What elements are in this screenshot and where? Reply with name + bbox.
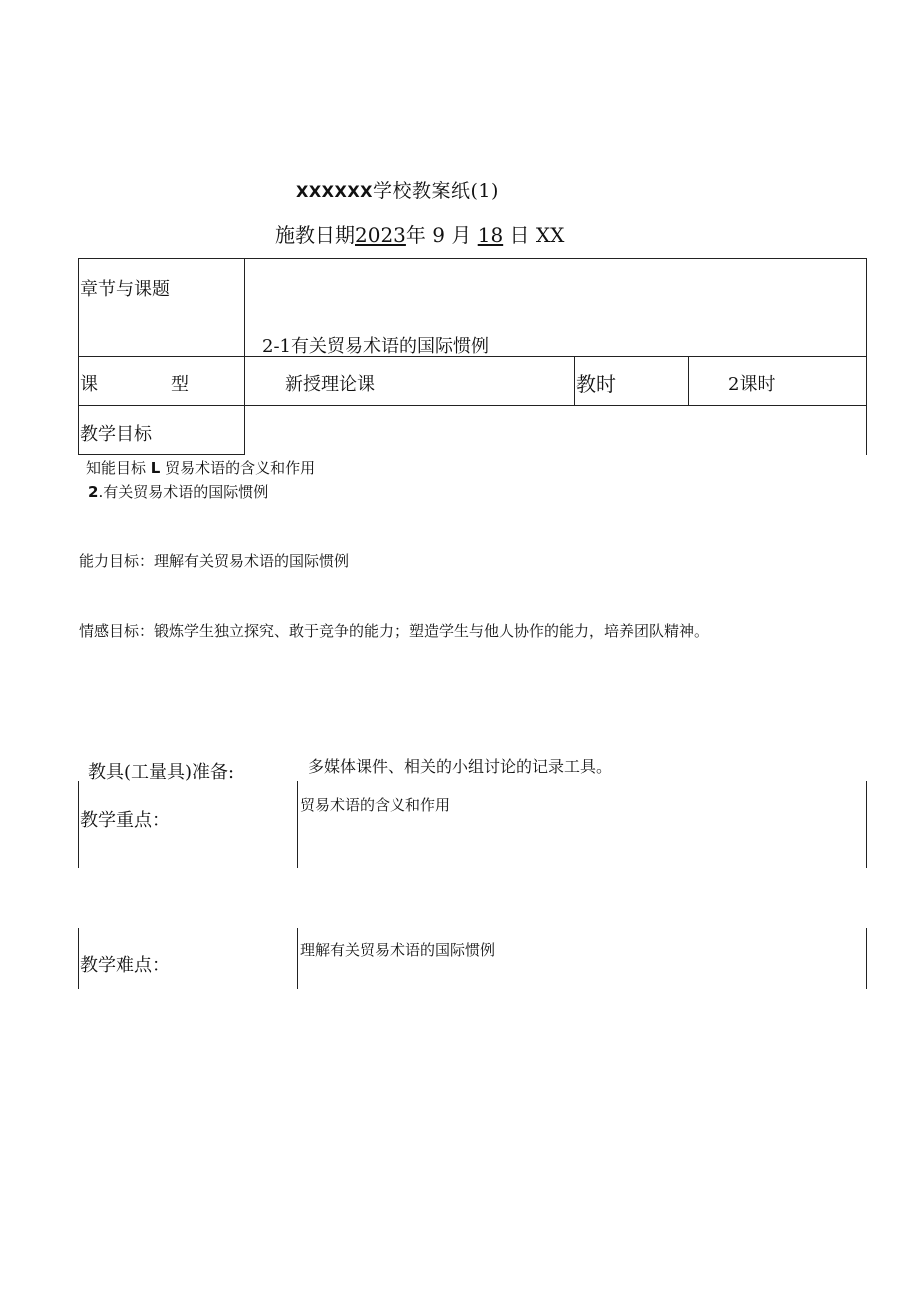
difficulties-divider [297, 928, 298, 989]
chapter-label: 章节与课题 [80, 279, 170, 300]
difficulties-value: 理解有关贸易术语的国际惯例 [300, 941, 496, 959]
ability-goal: 能力目标：理解有关贸易术语的国际惯例 [79, 552, 350, 570]
lesson-type-label-part2: 型 [171, 374, 189, 395]
date-year: 2023 [355, 223, 406, 247]
date-month-unit: 月 [451, 223, 472, 247]
table-border-left [78, 258, 79, 455]
table-border-bottom-left [78, 454, 244, 455]
knowledge-goal-item-2-number: 2 [88, 483, 99, 501]
teaching-tools-value: 多媒体课件、相关的小组讨论的记录工具。 [308, 757, 613, 776]
knowledge-goal-item-2: .有关贸易术语的国际惯例 [98, 483, 269, 501]
teaching-tools-label: 教具(工量具)准备: [88, 762, 235, 783]
date-trailer: XX [535, 223, 565, 247]
difficulties-border-right [866, 928, 867, 989]
knowledge-goal-marker: L [150, 459, 161, 477]
lesson-type-label-part1: 课 [80, 374, 98, 395]
knowledge-goal-line-1 [86, 457, 315, 478]
knowledge-goal-line-2 [88, 481, 268, 502]
date-year-unit: 年 [405, 223, 426, 247]
teaching-date-line [275, 219, 564, 248]
table-col-divider-2 [574, 356, 575, 405]
key-points-label: 教学重点： [80, 810, 170, 831]
date-day: 18 [477, 223, 504, 247]
table-border-right [866, 258, 867, 455]
table-col-divider-3 [688, 356, 689, 405]
chapter-value: 2-1有关贸易术语的国际惯例 [262, 336, 489, 357]
date-month: 9 [432, 223, 445, 247]
hours-label: 教时 [576, 372, 616, 396]
key-points-border-left [78, 781, 79, 868]
teaching-goals-label: 教学目标 [80, 424, 152, 445]
key-points-value: 贸易术语的含义和作用 [300, 796, 451, 814]
school-name-placeholder: XXXXXX [296, 182, 374, 201]
difficulties-border-left [78, 928, 79, 989]
table-col-divider-1 [244, 258, 245, 455]
key-points-divider [297, 781, 298, 868]
key-points-border-right [866, 781, 867, 868]
knowledge-goal-prefix: 知能目标 [86, 459, 147, 477]
title-suffix: 学校教案纸(1) [373, 180, 499, 202]
knowledge-goal-item-1: 贸易术语的含义和作用 [165, 459, 316, 477]
table-border-top [78, 258, 867, 259]
document-title [296, 176, 499, 203]
lesson-type-value: 新授理论课 [285, 374, 375, 395]
difficulties-label: 教学难点： [80, 955, 170, 976]
hours-value: 2课时 [728, 374, 776, 395]
table-row-divider-2 [78, 405, 867, 406]
date-label: 施教日期 [275, 223, 355, 247]
date-day-unit: 日 [509, 223, 530, 247]
emotion-goal: 情感目标：锻炼学生独立探究、敢于竞争的能力；塑造学生与他人协作的能力，培养团队精神。 [79, 622, 710, 640]
